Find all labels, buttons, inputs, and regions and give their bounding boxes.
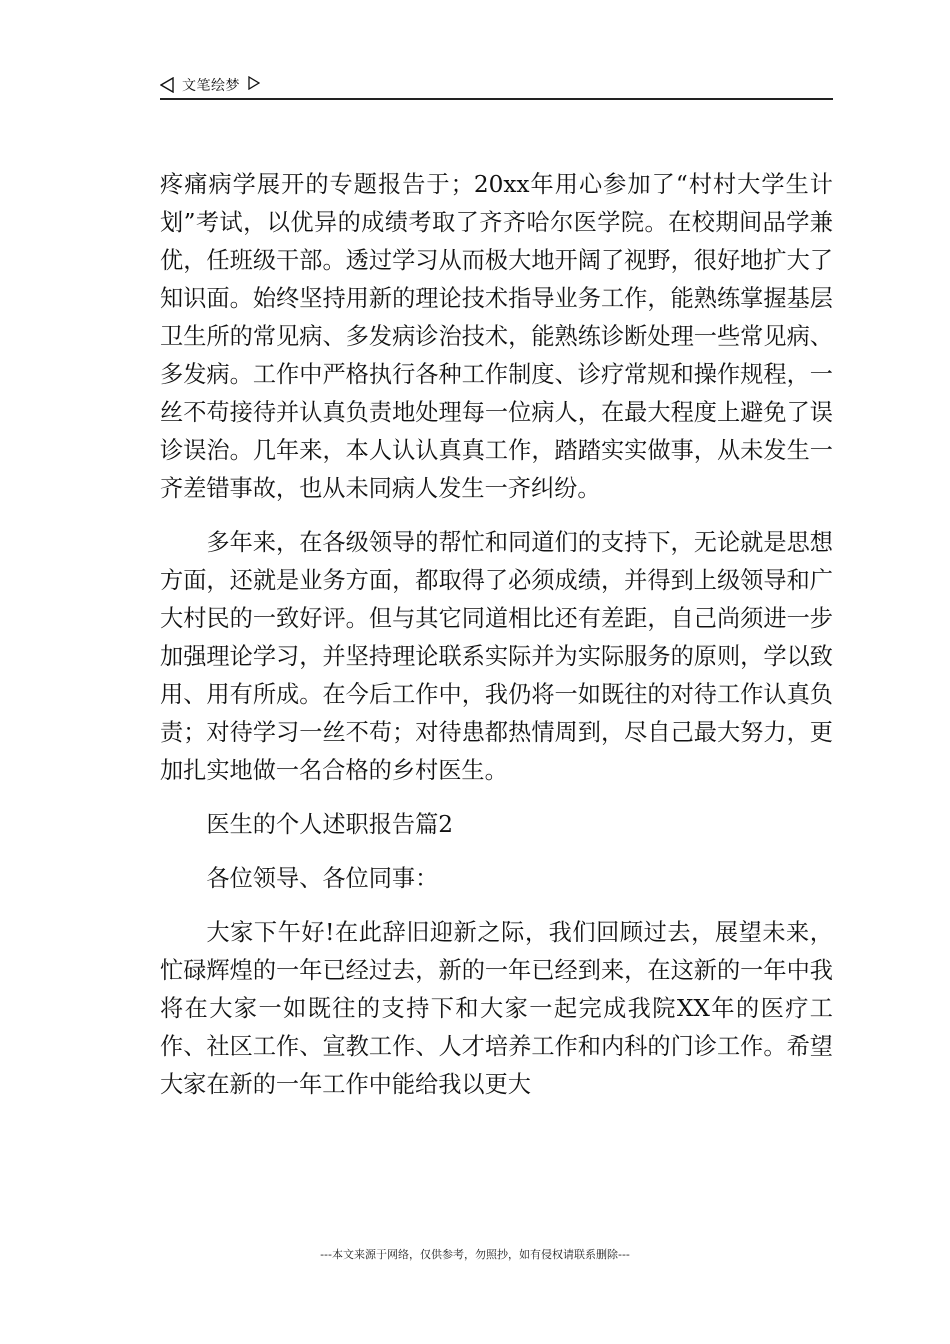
salutation: 各位领导、各位同事： <box>206 865 439 892</box>
page-header <box>160 74 833 100</box>
document-body <box>160 166 833 1104</box>
triangle-right-icon <box>248 76 260 90</box>
section-heading: 医生的个人述职报告篇2 <box>206 811 454 838</box>
paragraph: 多年来，在各级领导的帮忙和同道们的支持下，无论就是思想方面，还就是业务方面，都取得了必须成绩，并得到上级领导和广大村民的一致好评。但与其它同道相比还有差距，自己尚须进一步加强理论学习，并坚持理论联系实际并为实际服务的原则，学以致用、用有所成。在今后工作中，我仍将一如既往的对待工作认真负责；对待学习一丝不苟；对待患都热情周到，尽自己最大努力，更加扎实地做一名合格的乡村医生。 <box>160 529 833 784</box>
paragraph: 大家下午好!在此辞旧迎新之际，我们回顾过去，展望未来，忙碌辉煌的一年已经过去，新的一年已经到来，在这新的一年中我将在大家一如既往的支持下和大家一起完成我院XX年的医疗工作、社区工作、宣教工作、人才培养工作和内科的门诊工作。希望大家在新的一年工作中能给我以更大 <box>160 919 833 1098</box>
paragraph-continued: 疼痛病学展开的专题报告于；20xx年用心参加了“村村大学生计划”考试，以优异的成绩考取了齐齐哈尔医学院。在校期间品学兼优，任班级干部。透过学习从而极大地开阔了视野，很好地扩大了知识面。始终坚持用新的理论技术指导业务工作，能熟练掌握基层卫生所的常见病、多发病诊治技术，能熟练诊断处理一些常见病、多发病。工作中严格执行各种工作制度、诊疗常规和操作规程，一丝不苟接待并认真负责地处理每一位病人，在最大程度上避免了误诊误治。几年来，本人认认真真工作，踏踏实实做事，从未发生一齐差错事故，也从未同病人发生一齐纠纷。 <box>160 171 833 502</box>
brand-name: 文笔绘梦 <box>182 78 240 94</box>
triangle-left-icon <box>160 77 174 93</box>
page-footer-disclaimer: ---本文来源于网络，仅供参考，勿照抄，如有侵权请联系删除--- <box>320 1248 630 1261</box>
